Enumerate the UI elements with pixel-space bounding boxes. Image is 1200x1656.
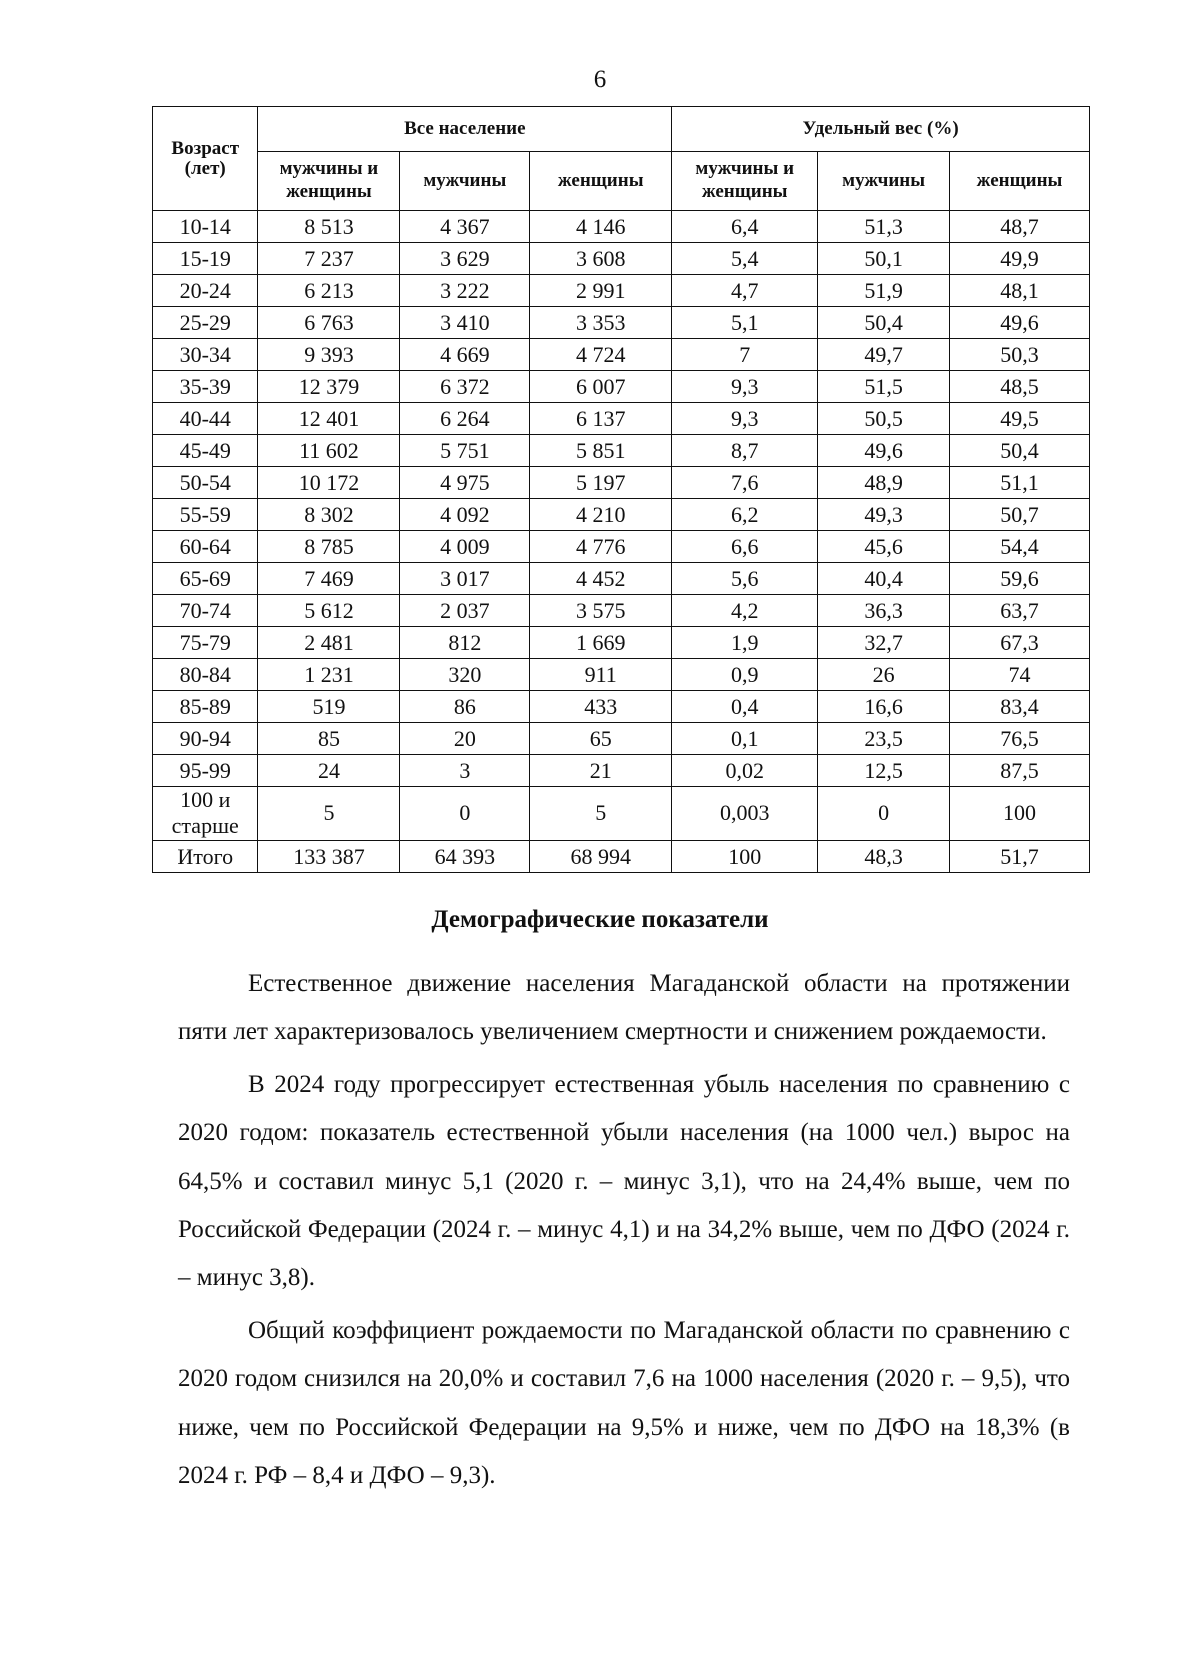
cell-total: 6 213: [258, 275, 400, 307]
cell-women: 5 851: [530, 435, 672, 467]
cell-share-men: 32,7: [818, 627, 950, 659]
cell-share-men: 36,3: [818, 595, 950, 627]
header-share-women: женщины: [950, 152, 1090, 211]
cell-age: 50-54: [153, 467, 258, 499]
cell-total: 7 469: [258, 563, 400, 595]
cell-age: 65-69: [153, 563, 258, 595]
cell-total: 519: [258, 691, 400, 723]
cell-share-women: 48,7: [950, 211, 1090, 243]
cell-share-women: 49,5: [950, 403, 1090, 435]
cell-share-women: 100: [950, 787, 1090, 841]
cell-total: 8 513: [258, 211, 400, 243]
cell-women: 3 608: [530, 243, 672, 275]
cell-share: 9,3: [672, 371, 818, 403]
body-text: [178, 960, 1070, 1504]
cell-women: 6 137: [530, 403, 672, 435]
cell-share-women: 49,6: [950, 307, 1090, 339]
cell-women: 2 991: [530, 275, 672, 307]
cell-men: 86: [400, 691, 530, 723]
cell-men: 3 017: [400, 563, 530, 595]
header-all-population: Все население: [258, 107, 672, 152]
table-row: [153, 243, 1090, 275]
cell-total: 9 393: [258, 339, 400, 371]
table-row: [153, 723, 1090, 755]
cell-total: 6 763: [258, 307, 400, 339]
cell-total: 8 302: [258, 499, 400, 531]
cell-share: 0,02: [672, 755, 818, 787]
cell-women: 4 776: [530, 531, 672, 563]
cell-men: 2 037: [400, 595, 530, 627]
cell-women: 1 669: [530, 627, 672, 659]
cell-share: 1,9: [672, 627, 818, 659]
cell-share: 7: [672, 339, 818, 371]
cell-share-women: 76,5: [950, 723, 1090, 755]
cell-men: 3: [400, 755, 530, 787]
table-row: [153, 840, 1090, 872]
cell-share-men: 51,3: [818, 211, 950, 243]
table-row: [153, 307, 1090, 339]
table-row: [153, 563, 1090, 595]
cell-share-men: 50,5: [818, 403, 950, 435]
cell-men: 3 222: [400, 275, 530, 307]
header-women: женщины: [530, 152, 672, 211]
cell-total: 12 379: [258, 371, 400, 403]
cell-total: 1 231: [258, 659, 400, 691]
cell-age: 20-24: [153, 275, 258, 307]
cell-women: 911: [530, 659, 672, 691]
cell-age: 30-34: [153, 339, 258, 371]
cell-age: 45-49: [153, 435, 258, 467]
cell-men: 4 669: [400, 339, 530, 371]
cell-total: 5 612: [258, 595, 400, 627]
cell-men: 3 410: [400, 307, 530, 339]
table-row: [153, 691, 1090, 723]
cell-age: 40-44: [153, 403, 258, 435]
table-row: [153, 627, 1090, 659]
table-row: [153, 787, 1090, 841]
cell-men: 5 751: [400, 435, 530, 467]
cell-share-men: 49,7: [818, 339, 950, 371]
cell-men: 6 264: [400, 403, 530, 435]
cell-share-women: 63,7: [950, 595, 1090, 627]
cell-men: 4 975: [400, 467, 530, 499]
cell-age: 75-79: [153, 627, 258, 659]
cell-share: 6,6: [672, 531, 818, 563]
cell-men: 320: [400, 659, 530, 691]
cell-men: 4 009: [400, 531, 530, 563]
cell-age: 95-99: [153, 755, 258, 787]
cell-age: 35-39: [153, 371, 258, 403]
table-row: [153, 211, 1090, 243]
cell-women: 4 210: [530, 499, 672, 531]
cell-women: 4 724: [530, 339, 672, 371]
cell-total: 8 785: [258, 531, 400, 563]
cell-age: Итого: [153, 840, 258, 872]
cell-women: 433: [530, 691, 672, 723]
cell-total: 24: [258, 755, 400, 787]
cell-total: 11 602: [258, 435, 400, 467]
cell-share: 6,2: [672, 499, 818, 531]
cell-total: 85: [258, 723, 400, 755]
cell-total: 10 172: [258, 467, 400, 499]
cell-women: 65: [530, 723, 672, 755]
cell-share-women: 87,5: [950, 755, 1090, 787]
cell-men: 20: [400, 723, 530, 755]
paragraph: Общий коэффициент рождаемости по Магаданской области по сравнению с 2020 годом снизился на 20,0% и составил 7,6 на 1000 населения (2020 г. – 9,5), что ниже, чем по Российской Федерации на 9,5% и ниже, чем по ДФО на 18,3% (в 2024 г. РФ – 8,4 и ДФО – 9,3).: [178, 1316, 1070, 1490]
cell-women: 68 994: [530, 840, 672, 872]
cell-share-men: 12,5: [818, 755, 950, 787]
table-body: [153, 211, 1090, 873]
cell-women: 5 197: [530, 467, 672, 499]
header-share: Удельный вес (%): [672, 107, 1090, 152]
cell-share-men: 23,5: [818, 723, 950, 755]
cell-women: 4 452: [530, 563, 672, 595]
cell-share: 7,6: [672, 467, 818, 499]
cell-men: 4 367: [400, 211, 530, 243]
table-row: [153, 403, 1090, 435]
cell-share-men: 48,3: [818, 840, 950, 872]
table-row: [153, 275, 1090, 307]
cell-share-men: 49,6: [818, 435, 950, 467]
page-number: 6: [593, 66, 607, 93]
cell-share: 5,6: [672, 563, 818, 595]
table-row: [153, 435, 1090, 467]
cell-age: 25-29: [153, 307, 258, 339]
table-header: [153, 107, 1090, 211]
cell-women: 3 353: [530, 307, 672, 339]
cell-men: 4 092: [400, 499, 530, 531]
cell-share: 4,7: [672, 275, 818, 307]
cell-share-women: 50,7: [950, 499, 1090, 531]
cell-share-women: 54,4: [950, 531, 1090, 563]
cell-share-women: 74: [950, 659, 1090, 691]
cell-age: 85-89: [153, 691, 258, 723]
section-title: Демографические показатели: [431, 906, 769, 933]
cell-age: 60-64: [153, 531, 258, 563]
cell-women: 5: [530, 787, 672, 841]
paragraph: Естественное движение населения Магаданской области на протяжении пяти лет характеризовалось увеличением смертности и снижением рождаемости.: [178, 970, 1070, 1046]
cell-share-women: 49,9: [950, 243, 1090, 275]
cell-age: 80-84: [153, 659, 258, 691]
cell-share: 0,4: [672, 691, 818, 723]
cell-women: 6 007: [530, 371, 672, 403]
cell-share-women: 48,5: [950, 371, 1090, 403]
cell-men: 812: [400, 627, 530, 659]
cell-share-women: 50,3: [950, 339, 1090, 371]
cell-share-women: 67,3: [950, 627, 1090, 659]
cell-total: 12 401: [258, 403, 400, 435]
cell-share-men: 50,4: [818, 307, 950, 339]
cell-total: 5: [258, 787, 400, 841]
table-row: [153, 531, 1090, 563]
header-age: Возраст (лет): [153, 107, 258, 211]
cell-share: 4,2: [672, 595, 818, 627]
cell-women: 3 575: [530, 595, 672, 627]
cell-share-women: 83,4: [950, 691, 1090, 723]
cell-men: 3 629: [400, 243, 530, 275]
cell-share-women: 48,1: [950, 275, 1090, 307]
cell-share-men: 16,6: [818, 691, 950, 723]
cell-age: 15-19: [153, 243, 258, 275]
cell-share-men: 0: [818, 787, 950, 841]
cell-share: 5,4: [672, 243, 818, 275]
cell-women: 21: [530, 755, 672, 787]
cell-age: 90-94: [153, 723, 258, 755]
cell-share-men: 49,3: [818, 499, 950, 531]
table-row: [153, 371, 1090, 403]
cell-women: 4 146: [530, 211, 672, 243]
table-row: [153, 499, 1090, 531]
cell-share: 0,1: [672, 723, 818, 755]
cell-age: 100 и старше: [153, 787, 258, 841]
cell-share-women: 59,6: [950, 563, 1090, 595]
cell-total: 133 387: [258, 840, 400, 872]
header-men: мужчины: [400, 152, 530, 211]
cell-share-men: 45,6: [818, 531, 950, 563]
table-row: [153, 755, 1090, 787]
cell-share-women: 50,4: [950, 435, 1090, 467]
cell-share: 8,7: [672, 435, 818, 467]
population-table: [152, 106, 1090, 873]
header-share-total: мужчины и женщины: [672, 152, 818, 211]
table-row: [153, 595, 1090, 627]
cell-share-men: 26: [818, 659, 950, 691]
cell-share-men: 51,9: [818, 275, 950, 307]
cell-share-men: 40,4: [818, 563, 950, 595]
cell-total: 7 237: [258, 243, 400, 275]
cell-age: 55-59: [153, 499, 258, 531]
cell-share-men: 51,5: [818, 371, 950, 403]
cell-share-men: 50,1: [818, 243, 950, 275]
cell-share: 0,9: [672, 659, 818, 691]
cell-share: 100: [672, 840, 818, 872]
cell-age: 10-14: [153, 211, 258, 243]
cell-total: 2 481: [258, 627, 400, 659]
header-total: мужчины и женщины: [258, 152, 400, 211]
table-row: [153, 467, 1090, 499]
cell-share: 5,1: [672, 307, 818, 339]
cell-share-women: 51,1: [950, 467, 1090, 499]
table-row: [153, 339, 1090, 371]
paragraph: В 2024 году прогрессирует естественная убыль населения по сравнению с 2020 годом: показатель естественной убыли населения (на 1000 чел.) вырос на 64,5% и составил минус 5,1 (2020 г. – минус 3,1), что на 24,4% выше, чем по Российской Федерации (2024 г. – минус 4,1) и на 34,2% выше, чем по ДФО (2024 г. – минус 3,8).: [178, 1070, 1070, 1292]
cell-share: 9,3: [672, 403, 818, 435]
cell-men: 64 393: [400, 840, 530, 872]
cell-men: 6 372: [400, 371, 530, 403]
cell-share: 0,003: [672, 787, 818, 841]
cell-men: 0: [400, 787, 530, 841]
cell-share: 6,4: [672, 211, 818, 243]
cell-age: 70-74: [153, 595, 258, 627]
table-row: [153, 659, 1090, 691]
cell-share-men: 48,9: [818, 467, 950, 499]
header-share-men: мужчины: [818, 152, 950, 211]
cell-share-women: 51,7: [950, 840, 1090, 872]
